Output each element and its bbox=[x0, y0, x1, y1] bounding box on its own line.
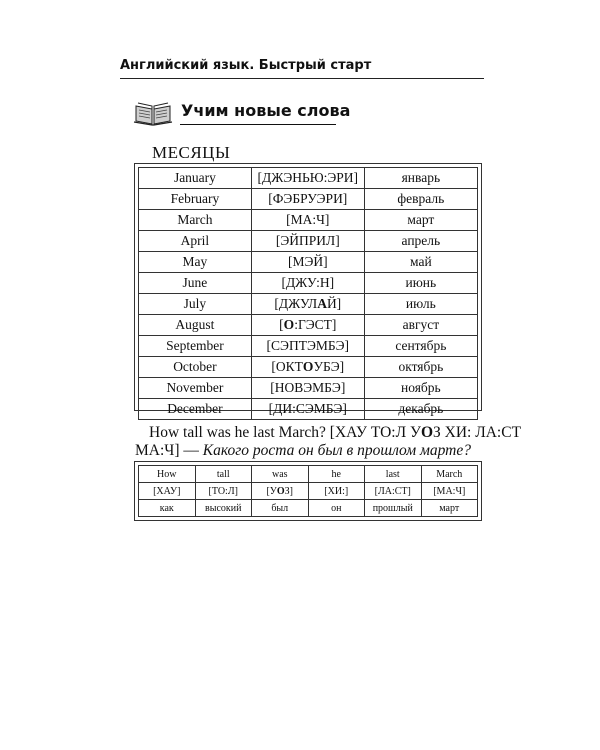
word-russian: он bbox=[308, 500, 365, 517]
transcription-part: [МЭЙ] bbox=[287, 254, 328, 269]
month-english: February bbox=[139, 189, 252, 210]
months-caption: МЕСЯЦЫ bbox=[152, 143, 231, 162]
month-transcription bbox=[251, 294, 364, 315]
month-transcription bbox=[251, 315, 364, 336]
table-row bbox=[139, 231, 478, 252]
stressed-letter: О bbox=[283, 317, 295, 332]
running-title: Английский язык. Быстрый старт bbox=[120, 58, 372, 73]
month-english: September bbox=[139, 336, 252, 357]
month-transcription bbox=[251, 168, 364, 189]
transcription-part: [ЭЙПРИЛ] bbox=[275, 233, 340, 248]
table-row bbox=[139, 210, 478, 231]
transcription-part: [ФЭБРУЭРИ] bbox=[268, 191, 348, 206]
month-russian: ноябрь bbox=[364, 378, 477, 399]
word-table-frame bbox=[134, 461, 482, 521]
month-russian: май bbox=[364, 252, 477, 273]
transcription-part: :ГЭСТ] bbox=[294, 317, 337, 332]
table-row bbox=[139, 273, 478, 294]
transcription-part: [НОВЭМБЭ] bbox=[270, 380, 346, 395]
transcription-part: [ТО:Л] bbox=[208, 485, 238, 497]
transcription-part: [ДЖУ:Н] bbox=[281, 275, 335, 290]
transcription-part: [ДЖЭНЬЮ:ЭРИ] bbox=[257, 170, 359, 185]
word-russian: как bbox=[139, 500, 196, 517]
month-transcription bbox=[251, 252, 364, 273]
word-russian: март bbox=[421, 500, 478, 517]
transcription-part: [У bbox=[266, 485, 277, 497]
month-english: August bbox=[139, 315, 252, 336]
transcription-part: [МА:Ч] bbox=[433, 485, 466, 497]
word-english: was bbox=[252, 466, 309, 483]
transcription-part: [ДЖУЛ bbox=[274, 296, 318, 311]
section-title-underline bbox=[180, 124, 336, 125]
month-english: March bbox=[139, 210, 252, 231]
transcription-part: [ bbox=[279, 317, 284, 332]
word-english: last bbox=[365, 466, 422, 483]
month-transcription bbox=[251, 399, 364, 420]
table-row bbox=[139, 378, 478, 399]
month-transcription bbox=[251, 231, 364, 252]
month-english: May bbox=[139, 252, 252, 273]
stressed-letter: А bbox=[317, 296, 327, 311]
word-transcription bbox=[365, 483, 422, 500]
month-transcription bbox=[251, 357, 364, 378]
months-table-frame bbox=[134, 163, 482, 416]
transcription-part: [ХАУ] bbox=[153, 485, 181, 497]
transcription-part: [ЛА:СТ] bbox=[374, 485, 411, 497]
month-transcription bbox=[251, 210, 364, 231]
month-transcription bbox=[251, 273, 364, 294]
example-text: How tall was he last March? [ХАУ ТО:Л У bbox=[149, 424, 421, 441]
word-transcription bbox=[139, 483, 196, 500]
month-russian: сентябрь bbox=[364, 336, 477, 357]
month-russian: июнь bbox=[364, 273, 477, 294]
example-text-rest: З ХИ: ЛА:СТ bbox=[433, 424, 522, 441]
example-sentence-line-2 bbox=[135, 442, 485, 460]
month-transcription bbox=[251, 189, 364, 210]
transcription-part: [ОКТ bbox=[271, 359, 303, 374]
stressed-letter: О bbox=[302, 359, 314, 374]
word-transcription bbox=[308, 483, 365, 500]
word-russian: прошлый bbox=[365, 500, 422, 517]
month-english: October bbox=[139, 357, 252, 378]
word-transcription bbox=[421, 483, 478, 500]
table-row bbox=[139, 500, 478, 517]
transcription-part: Й] bbox=[326, 296, 342, 311]
transcription-part: УБЭ] bbox=[313, 359, 345, 374]
month-russian: июль bbox=[364, 294, 477, 315]
table-row bbox=[139, 189, 478, 210]
months-table bbox=[138, 167, 478, 420]
example-text-end: МА:Ч] — bbox=[135, 442, 203, 459]
month-russian: декабрь bbox=[364, 399, 477, 420]
transcription-part: [СЭПТЭМБЭ] bbox=[266, 338, 350, 353]
open-book-icon bbox=[133, 100, 173, 126]
month-russian: март bbox=[364, 210, 477, 231]
month-russian: октябрь bbox=[364, 357, 477, 378]
word-russian: высокий bbox=[195, 500, 252, 517]
table-row bbox=[139, 336, 478, 357]
month-english: June bbox=[139, 273, 252, 294]
month-english: November bbox=[139, 378, 252, 399]
month-transcription bbox=[251, 378, 364, 399]
word-english: tall bbox=[195, 466, 252, 483]
month-english: July bbox=[139, 294, 252, 315]
month-english: April bbox=[139, 231, 252, 252]
month-russian: февраль bbox=[364, 189, 477, 210]
table-row bbox=[139, 168, 478, 189]
month-english: December bbox=[139, 399, 252, 420]
section-title: Учим новые слова bbox=[181, 101, 351, 120]
stressed-letter: О bbox=[420, 424, 434, 441]
word-transcription bbox=[252, 483, 309, 500]
transcription-part: З] bbox=[284, 485, 294, 497]
word-russian: был bbox=[252, 500, 309, 517]
table-row bbox=[139, 466, 478, 483]
word-table bbox=[138, 465, 478, 517]
table-row bbox=[139, 357, 478, 378]
word-english: March bbox=[421, 466, 478, 483]
transcription-part: [МА:Ч] bbox=[286, 212, 330, 227]
example-sentence-line-1 bbox=[135, 424, 522, 442]
table-row bbox=[139, 399, 478, 420]
table-row bbox=[139, 294, 478, 315]
word-english: he bbox=[308, 466, 365, 483]
word-english: How bbox=[139, 466, 196, 483]
word-transcription bbox=[195, 483, 252, 500]
table-row bbox=[139, 315, 478, 336]
month-russian: январь bbox=[364, 168, 477, 189]
transcription-part: [ДИ:СЭМБЭ] bbox=[268, 401, 347, 416]
table-row bbox=[139, 483, 478, 500]
month-english: January bbox=[139, 168, 252, 189]
month-russian: апрель bbox=[364, 231, 477, 252]
example-translation: Какого роста он был в прошлом марте? bbox=[202, 442, 471, 459]
month-russian: август bbox=[364, 315, 477, 336]
header-rule bbox=[120, 78, 484, 79]
month-transcription bbox=[251, 336, 364, 357]
transcription-part: [ХИ:] bbox=[324, 485, 349, 497]
stressed-letter: О bbox=[276, 485, 285, 497]
table-row bbox=[139, 252, 478, 273]
